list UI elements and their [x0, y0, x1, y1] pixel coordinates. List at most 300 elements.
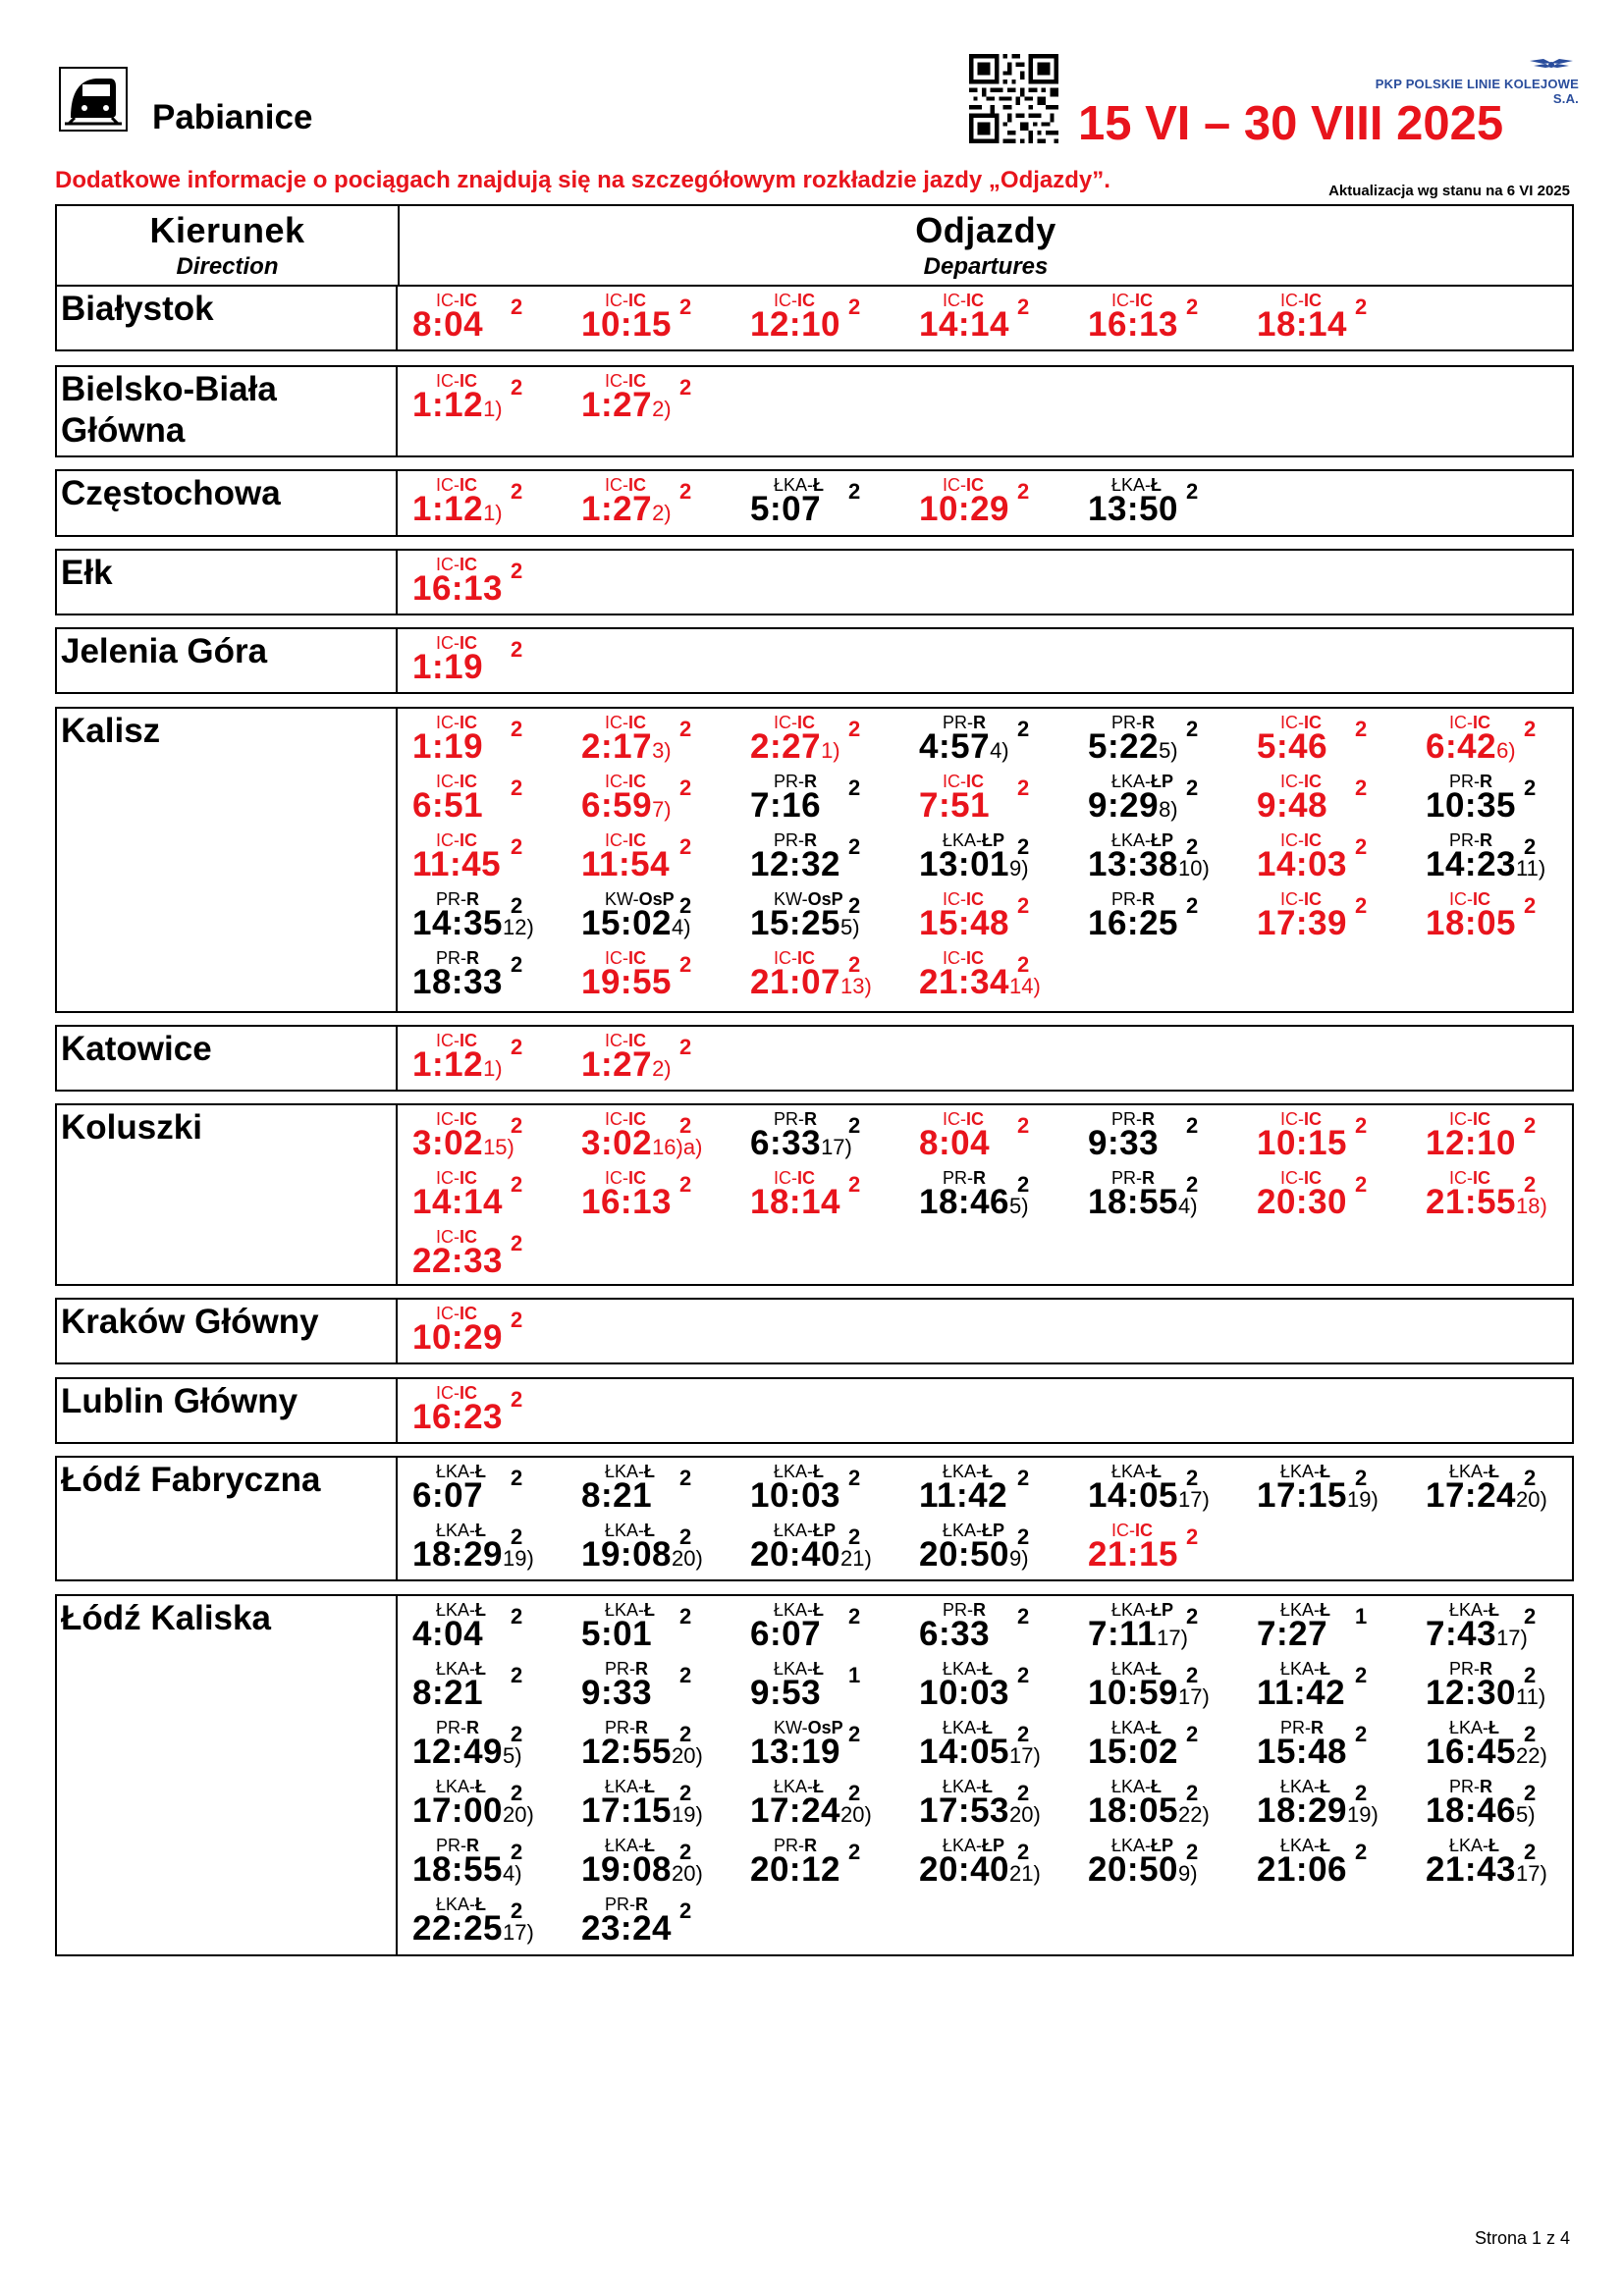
departure: [1078, 1836, 1247, 1895]
departure-time: 5:01: [581, 1615, 653, 1653]
train-category: ŁKA-Ł: [943, 1659, 994, 1679]
departure-time: 11:42: [919, 1476, 1008, 1515]
travel-class: 2: [1524, 1840, 1537, 1864]
departure-time: 20:12: [750, 1850, 841, 1889]
footnote-ref: 20): [840, 1802, 872, 1827]
travel-class: 2: [511, 1840, 523, 1864]
travel-class: 2: [679, 1604, 692, 1629]
departure: [1078, 1109, 1247, 1168]
train-category: ŁKA-Ł: [1280, 1777, 1331, 1796]
departure: [740, 713, 909, 772]
footnote-ref: 5): [503, 1743, 522, 1768]
departure-time: 15:48: [1257, 1733, 1348, 1771]
departure: [740, 1521, 909, 1579]
departure: [403, 889, 571, 948]
train-category: IC-IC: [1280, 772, 1322, 791]
page-number: Strona 1 z 4: [1474, 2228, 1570, 2248]
travel-class: 2: [679, 1035, 692, 1059]
departure: [909, 291, 1078, 349]
travel-class: 2: [511, 375, 523, 400]
departure-time: 10:29: [919, 490, 1010, 528]
direction-name: Łódź Kaliska: [57, 1596, 398, 1954]
travel-class: 2: [1186, 1722, 1199, 1746]
departure: [1247, 772, 1416, 830]
departure: [1416, 1718, 1585, 1777]
train-category: IC-IC: [436, 713, 477, 732]
departure: [1247, 889, 1416, 948]
departure: [909, 1659, 1078, 1718]
travel-class: 2: [511, 1308, 523, 1332]
departure-time: 8:04: [412, 305, 484, 344]
departure: [909, 1168, 1078, 1227]
departure: [1247, 1777, 1416, 1836]
travel-class: 2: [1524, 775, 1537, 800]
train-category: IC-IC: [943, 948, 984, 968]
travel-class: 2: [1017, 294, 1030, 319]
departure-time: 3:0216)a): [581, 1124, 703, 1162]
train-category: IC-IC: [1449, 1109, 1490, 1129]
train-category: ŁKA-ŁP: [1111, 1600, 1174, 1620]
travel-class: 2: [848, 775, 861, 800]
direction-row: [55, 549, 1574, 615]
footnote-ref: 10): [1178, 856, 1210, 881]
train-category: PR-R: [1111, 713, 1155, 732]
footnote-ref: 1): [483, 501, 503, 525]
travel-class: 2: [511, 479, 523, 504]
departure: [403, 475, 571, 534]
train-category: IC-IC: [774, 948, 815, 968]
travel-class: 2: [1524, 1113, 1537, 1138]
departure: [1078, 475, 1247, 534]
footnote-ref: 19): [1347, 1487, 1379, 1512]
departure: [1247, 1462, 1416, 1521]
train-category: ŁKA-Ł: [1449, 1718, 1500, 1737]
travel-class: 2: [1524, 1722, 1537, 1746]
travel-class: 2: [679, 1113, 692, 1138]
departure: [909, 1718, 1078, 1777]
travel-class: 2: [848, 1840, 861, 1864]
train-category: IC-IC: [1449, 889, 1490, 909]
departure: [403, 1659, 571, 1718]
departure: [909, 475, 1078, 534]
departure: [740, 1659, 909, 1718]
travel-class: 2: [679, 834, 692, 859]
travel-class: 2: [848, 1722, 861, 1746]
train-category: IC-IC: [1280, 1109, 1322, 1129]
footnote-ref: 18): [1516, 1194, 1547, 1218]
travel-class: 2: [511, 1898, 523, 1923]
travel-class: 2: [679, 1524, 692, 1549]
train-category: IC-IC: [605, 830, 646, 850]
train-category: ŁKA-ŁP: [943, 1836, 1005, 1855]
update-date: Aktualizacja wg stanu na 6 VI 2025: [1328, 183, 1570, 199]
departure-time: 6:3317): [750, 1124, 852, 1162]
travel-class: 2: [679, 1466, 692, 1490]
departure-time: 10:29: [412, 1318, 504, 1357]
departure: [403, 1600, 571, 1659]
travel-class: 2: [1355, 1840, 1368, 1864]
travel-class: 2: [848, 1604, 861, 1629]
train-category: ŁKA-Ł: [774, 1777, 825, 1796]
footnote-ref: 5): [1159, 738, 1178, 763]
departures-header-label: Odjazdy: [915, 210, 1056, 250]
departures-header-label-en: Departures: [923, 253, 1049, 280]
train-category: ŁKA-ŁP: [1111, 830, 1174, 850]
train-category: ŁKA-Ł: [1111, 1659, 1163, 1679]
travel-class: 2: [1017, 1840, 1030, 1864]
train-category: ŁKA-Ł: [605, 1521, 656, 1540]
departure-time: 4:574): [919, 727, 1009, 766]
train-category: ŁKA-Ł: [1111, 1462, 1163, 1481]
departure-time: 11:54: [581, 845, 671, 883]
departure-time: 12:32: [750, 845, 841, 883]
footnote-ref: 2): [652, 501, 672, 525]
footnote-ref: 17): [1496, 1626, 1528, 1650]
departure: [571, 291, 740, 349]
travel-class: 2: [848, 479, 861, 504]
validity-period: 15 VI – 30 VIII 2025: [1078, 97, 1504, 150]
departure-time: 17:2420): [750, 1791, 872, 1830]
departure: [403, 1109, 571, 1168]
departure: [1247, 1168, 1416, 1227]
travel-class: 2: [511, 1035, 523, 1059]
departure: [403, 1718, 571, 1777]
direction-row: [55, 1298, 1574, 1364]
travel-class: 2: [1017, 1524, 1030, 1549]
travel-class: 2: [1186, 893, 1199, 918]
train-category: ŁKA-Ł: [1280, 1462, 1331, 1481]
travel-class: 2: [679, 1722, 692, 1746]
footnote-ref: 17): [1178, 1684, 1210, 1709]
departure-time: 4:04: [412, 1615, 484, 1653]
departure-time: 20:509): [1088, 1850, 1198, 1889]
train-category: PR-R: [1449, 1777, 1492, 1796]
footnote-ref: 11): [1516, 856, 1546, 881]
departure-time: 10:15: [581, 305, 673, 344]
departure-time: 10:03: [750, 1476, 841, 1515]
departure-time: 13:19: [750, 1733, 841, 1771]
travel-class: 2: [679, 893, 692, 918]
travel-class: 2: [1355, 1781, 1368, 1805]
train-category: PR-R: [943, 1168, 986, 1188]
direction-name: Białystok: [57, 287, 398, 349]
departure-time: 14:0517): [1088, 1476, 1210, 1515]
departure: [740, 291, 909, 349]
travel-class: 2: [1524, 893, 1537, 918]
footnote-ref: 11): [1516, 1684, 1546, 1709]
train-category: IC-IC: [436, 772, 477, 791]
travel-class: 2: [511, 1387, 523, 1412]
train-category: PR-R: [1111, 1168, 1155, 1188]
direction-header-label: Kierunek: [149, 210, 305, 250]
footnote-ref: 15): [483, 1135, 514, 1159]
departure-time: 21:3414): [919, 963, 1041, 1001]
travel-class: 2: [1186, 775, 1199, 800]
departure-time: 16:13: [412, 569, 504, 608]
departure: [1247, 1600, 1416, 1659]
departure: [403, 1521, 571, 1579]
train-category: IC-IC: [436, 1031, 477, 1050]
footnote-ref: 17): [503, 1920, 534, 1945]
train-category: PR-R: [605, 1895, 648, 1914]
footnote-ref: 20): [672, 1743, 703, 1768]
departure-time: 20:509): [919, 1535, 1029, 1574]
train-category: IC-IC: [605, 713, 646, 732]
departure: [571, 889, 740, 948]
train-category: PR-R: [605, 1718, 648, 1737]
footnote-ref: 20): [672, 1546, 703, 1571]
departure-time: 21:06: [1257, 1850, 1348, 1889]
departure-time: 5:07: [750, 490, 822, 528]
footnote-ref: 8): [1159, 797, 1178, 822]
travel-class: 2: [1017, 834, 1030, 859]
departures-header: [400, 206, 1572, 285]
departure: [403, 371, 571, 430]
train-category: IC-IC: [774, 1168, 815, 1188]
departure-time: 12:495): [412, 1733, 522, 1771]
train-category: ŁKA-Ł: [1280, 1600, 1331, 1620]
footnote-ref: 22): [1178, 1802, 1210, 1827]
travel-class: 2: [511, 1231, 523, 1255]
departure-time: 18:465): [1426, 1791, 1536, 1830]
departure: [1247, 291, 1416, 349]
departure: [403, 1383, 571, 1442]
travel-class: 2: [848, 952, 861, 977]
train-category: IC-IC: [436, 1383, 477, 1403]
travel-class: 2: [1017, 1172, 1030, 1197]
train-category: PR-R: [943, 713, 986, 732]
departure-time: 7:4317): [1426, 1615, 1528, 1653]
direction-name: Katowice: [57, 1027, 398, 1090]
departure-time: 16:13: [581, 1183, 673, 1221]
footnote-ref: 17): [1516, 1861, 1547, 1886]
departure: [1416, 889, 1585, 948]
footnote-ref: 19): [1347, 1802, 1379, 1827]
direction-name: Częstochowa: [57, 471, 398, 535]
departure: [403, 713, 571, 772]
direction-name: Lublin Główny: [57, 1379, 398, 1442]
departure: [571, 772, 740, 830]
departure: [571, 1659, 740, 1718]
departure: [909, 713, 1078, 772]
train-category: ŁKA-Ł: [943, 1462, 994, 1481]
travel-class: 2: [511, 1524, 523, 1549]
train-category: IC-IC: [774, 291, 815, 310]
train-category: IC-IC: [943, 291, 984, 310]
travel-class: 2: [1186, 1172, 1199, 1197]
departure-time: 22:2517): [412, 1909, 534, 1948]
train-category: PR-R: [436, 889, 479, 909]
train-category: ŁKA-Ł: [1111, 475, 1163, 495]
direction-header: [57, 206, 400, 285]
departure-time: 14:2311): [1426, 845, 1546, 883]
train-category: ŁKA-Ł: [436, 1659, 487, 1679]
train-category: PR-R: [943, 1600, 986, 1620]
departure-time: 8:21: [581, 1476, 653, 1515]
travel-class: 2: [511, 1466, 523, 1490]
departure-time: 7:27: [1257, 1615, 1328, 1653]
departure: [571, 1031, 740, 1090]
departure-time: 18:33: [412, 963, 504, 1001]
departure-time: 7:16: [750, 786, 822, 825]
travel-class: 2: [679, 1840, 692, 1864]
train-category: PR-R: [436, 1718, 479, 1737]
departure: [909, 1109, 1078, 1168]
departure: [571, 1462, 740, 1521]
travel-class: 1: [848, 1663, 861, 1687]
departure-time: 9:48: [1257, 786, 1328, 825]
departure: [1247, 1718, 1416, 1777]
departure: [403, 1168, 571, 1227]
info-note: Dodatkowe informacje o pociągach znajdują się na szczegółowym rozkładzie jazdy „Odjazdy”.: [55, 167, 1110, 193]
travel-class: 2: [1355, 1466, 1368, 1490]
departure-time: 7:1117): [1088, 1615, 1188, 1653]
train-category: ŁKA-Ł: [1449, 1600, 1500, 1620]
travel-class: 2: [848, 1172, 861, 1197]
train-category: IC-IC: [1111, 1521, 1153, 1540]
travel-class: 2: [511, 1663, 523, 1687]
departure: [571, 948, 740, 1007]
train-category: PR-R: [436, 948, 479, 968]
travel-class: 2: [679, 294, 692, 319]
departure-time: 15:024): [581, 904, 691, 942]
departure: [740, 1777, 909, 1836]
departure-time: 1:272): [581, 1045, 672, 1084]
departure: [909, 1462, 1078, 1521]
departure: [909, 1521, 1078, 1579]
travel-class: 2: [1355, 834, 1368, 859]
departure: [740, 1462, 909, 1521]
travel-class: 2: [511, 559, 523, 583]
travel-class: 2: [511, 952, 523, 977]
train-category: IC-IC: [1449, 1168, 1490, 1188]
departure-time: 21:15: [1088, 1535, 1179, 1574]
departure-time: 14:14: [412, 1183, 504, 1221]
travel-class: 2: [1524, 717, 1537, 741]
train-category: IC-IC: [605, 772, 646, 791]
train-category: ŁKA-Ł: [436, 1600, 487, 1620]
train-category: ŁKA-ŁP: [774, 1521, 837, 1540]
departure: [403, 1227, 571, 1286]
departure-time: 19:55: [581, 963, 673, 1001]
train-category: PR-R: [774, 772, 817, 791]
train-category: ŁKA-Ł: [774, 1600, 825, 1620]
travel-class: 2: [511, 637, 523, 662]
direction-row: [55, 1377, 1574, 1444]
departure-time: 6:07: [750, 1615, 822, 1653]
departure: [403, 633, 571, 692]
departure-time: 10:5917): [1088, 1674, 1210, 1712]
train-category: PR-R: [1111, 1109, 1155, 1129]
departure: [1078, 1659, 1247, 1718]
direction-header-label-en: Direction: [176, 253, 279, 280]
departure: [909, 1600, 1078, 1659]
direction-name: Kalisz: [57, 709, 398, 1011]
departure-time: 8:04: [919, 1124, 991, 1162]
train-category: IC-IC: [605, 475, 646, 495]
train-category: KW-OsP: [605, 889, 675, 909]
travel-class: 2: [1017, 952, 1030, 977]
travel-class: 2: [1524, 1781, 1537, 1805]
train-icon: [59, 67, 128, 132]
footnote-ref: 21): [840, 1546, 872, 1571]
departure-time: 7:51: [919, 786, 991, 825]
departure: [909, 889, 1078, 948]
departure: [571, 1168, 740, 1227]
departure: [740, 1168, 909, 1227]
footnote-ref: 1): [483, 397, 503, 421]
departure-time: 6:51: [412, 786, 484, 825]
travel-class: 2: [1017, 1466, 1030, 1490]
departure-time: 19:0820): [581, 1850, 703, 1889]
train-category: ŁKA-Ł: [436, 1462, 487, 1481]
travel-class: 2: [679, 1663, 692, 1687]
page-header: [0, 0, 1623, 206]
qr-code-icon: [969, 54, 1058, 143]
departure-time: 18:0522): [1088, 1791, 1210, 1830]
pkp-plk-logo: [1363, 53, 1579, 106]
footnote-ref: 4): [503, 1861, 522, 1886]
departure-time: 11:45: [412, 845, 502, 883]
departure-time: 1:19: [412, 727, 484, 766]
travel-class: 2: [511, 1113, 523, 1138]
travel-class: 2: [1186, 1840, 1199, 1864]
train-category: ŁKA-Ł: [943, 1718, 994, 1737]
departure-time: 14:14: [919, 305, 1010, 344]
departure-time: 13:3810): [1088, 845, 1210, 883]
train-category: ŁKA-Ł: [605, 1777, 656, 1796]
departure-time: 1:121): [412, 1045, 503, 1084]
departure: [1247, 1659, 1416, 1718]
departure: [1416, 713, 1585, 772]
departure-time: 17:39: [1257, 904, 1348, 942]
footnote-ref: 5): [840, 915, 860, 939]
train-category: PR-R: [1111, 889, 1155, 909]
footnote-ref: 5): [1009, 1194, 1029, 1218]
train-category: IC-IC: [436, 1168, 477, 1188]
footnote-ref: 4): [1178, 1194, 1198, 1218]
train-category: IC-IC: [436, 830, 477, 850]
train-category: IC-IC: [943, 1109, 984, 1129]
travel-class: 2: [1524, 1172, 1537, 1197]
travel-class: 2: [1186, 1781, 1199, 1805]
train-category: ŁKA-Ł: [1280, 1836, 1331, 1855]
footnote-ref: 7): [652, 797, 672, 822]
train-category: ŁKA-Ł: [436, 1521, 487, 1540]
departure: [1416, 830, 1585, 889]
departure: [403, 1777, 571, 1836]
direction-name: Kraków Główny: [57, 1300, 398, 1362]
travel-class: 2: [1186, 1466, 1199, 1490]
departure: [1416, 1659, 1585, 1718]
direction-row: [55, 365, 1574, 457]
train-category: PR-R: [605, 1659, 648, 1679]
departure: [1416, 1836, 1585, 1895]
departure: [1078, 1718, 1247, 1777]
departure-time: 14:3512): [412, 904, 534, 942]
travel-class: 2: [511, 1604, 523, 1629]
departure-time: 1:272): [581, 386, 672, 424]
direction-row: [55, 1103, 1574, 1286]
departure: [1078, 291, 1247, 349]
travel-class: 2: [679, 1781, 692, 1805]
travel-class: 2: [1186, 1604, 1199, 1629]
departure: [571, 1521, 740, 1579]
train-category: IC-IC: [605, 1109, 646, 1129]
footnote-ref: 17): [1178, 1487, 1210, 1512]
departure: [740, 1836, 909, 1895]
travel-class: 2: [1186, 294, 1199, 319]
